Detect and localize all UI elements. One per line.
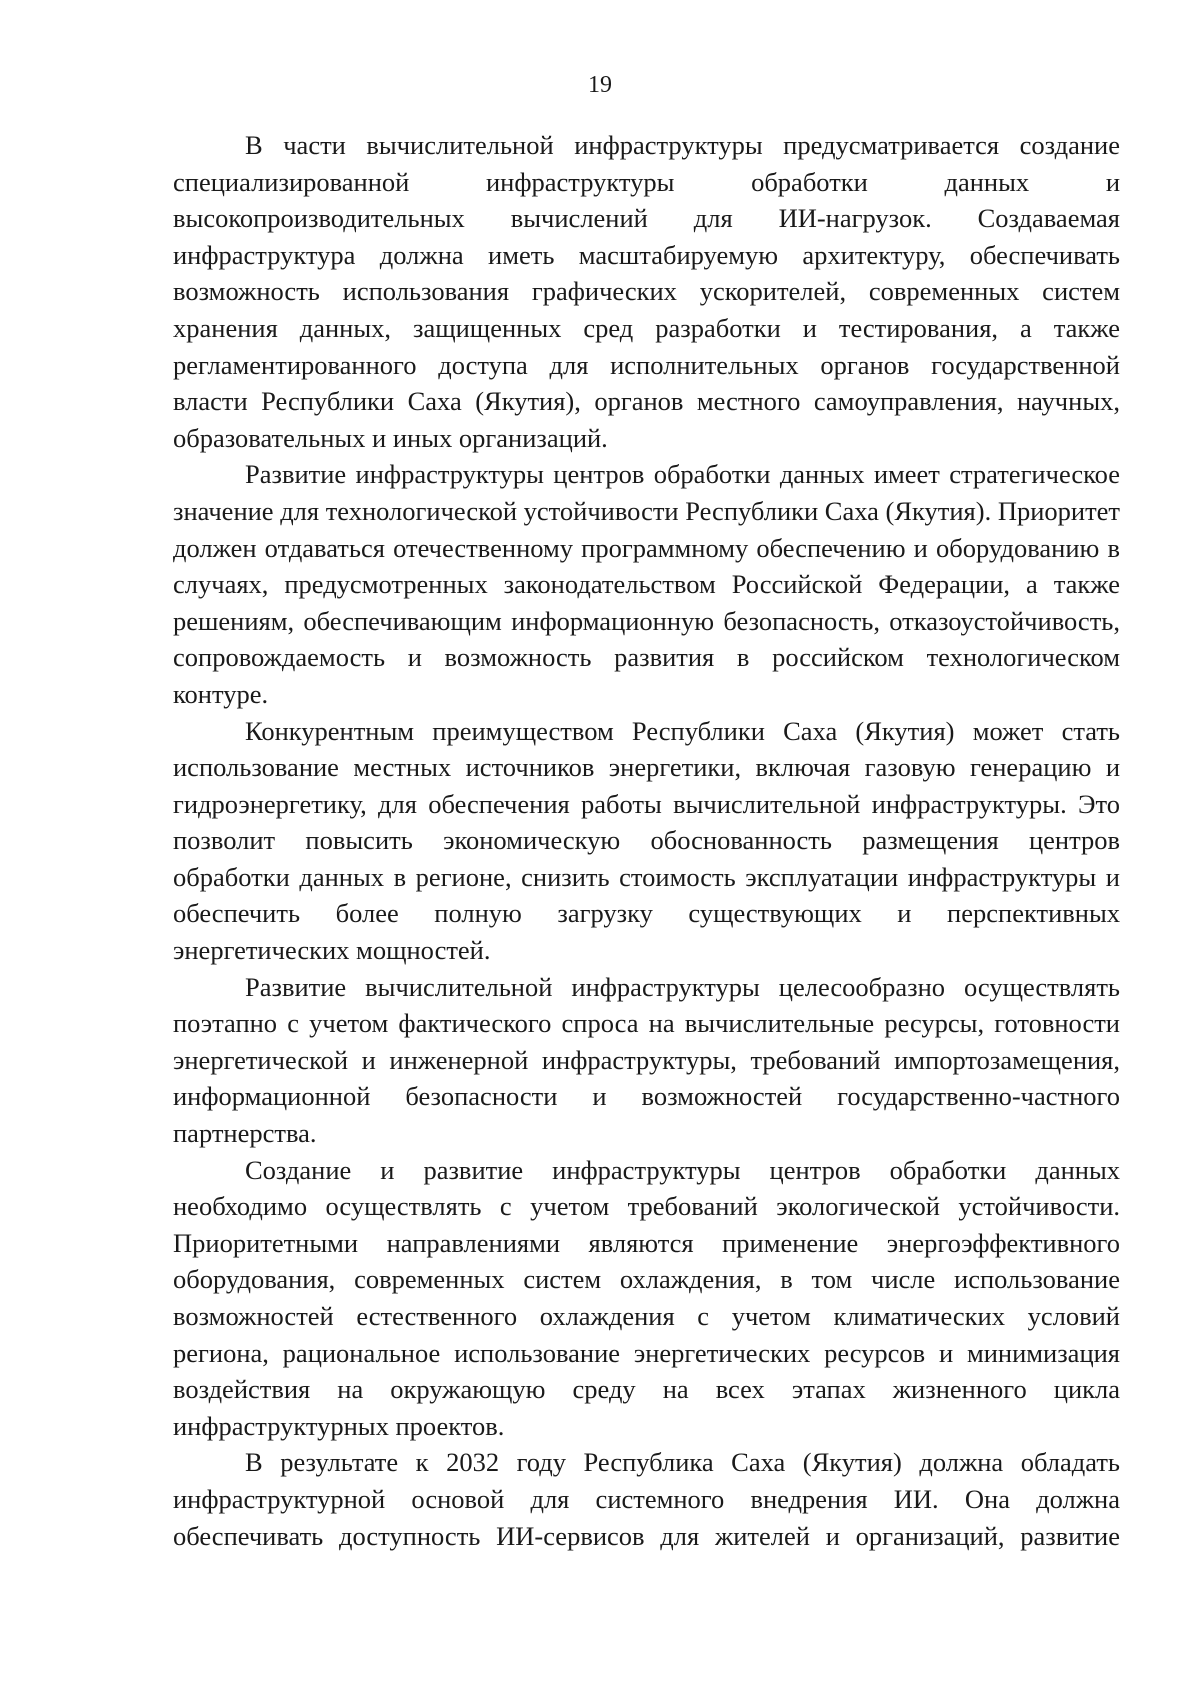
paragraph-results-2032: В результате к 2032 году Республика Саха (Якутия) должна обладать инфраструктурной основой для системного внедрения ИИ. Она должна обеспечивать доступность ИИ-сервисов для жителей и организаций, развитие xyxy=(173,1447,1120,1551)
paragraph-environmental-sustainability: Создание и развитие инфраструктуры центров обработки данных необходимо осуществлять с учетом требований экологической устойчивости. Приоритетными направлениями являются применение энергоэффективного оборудования, современных систем охлаждения, в том числе использование возможностей естественного охлаждения с учетом климатических условий региона, рациональное использование энергетических ресурсов и минимизация воздействия на окружающую среду на всех этапах жизненного цикла инфраструктурных проектов. xyxy=(173,1154,1120,1441)
paragraph-local-energy-advantage: Конкурентным преимуществом Республики Саха (Якутия) может стать использование местных источников энергетики, включая газовую генерацию и гидроэнергетику, для обеспечения работы вычислительной инфраструктуры. Это позволит повысить экономическую обоснованность размещения центров обработки данных в регионе, снизить стоимость эксплуатации инфраструктуры и обеспечить более полную загрузку существующих и перспективных энергетических мощностей. xyxy=(173,715,1120,966)
document-body xyxy=(173,127,1120,1554)
page-number: 19 xyxy=(588,72,612,98)
paragraph-computing-infrastructure: В части вычислительной инфраструктуры предусматривается создание специализированной инфраструктуры обработки данных и высокопроизводительных вычислений для ИИ-нагрузок. Создаваемая инфраструктура должна иметь масштабируемую архитектуру, обеспечивать возможность использования графических ускорителей, современных систем хранения данных, защищенных сред разработки и тестирования, а также регламентированного доступа для исполнительных органов государственной власти Республики Саха (Якутия), органов местного самоуправления, научных, образовательных и иных организаций. xyxy=(173,130,1120,453)
paragraph-phased-development: Развитие вычислительной инфраструктуры целесообразно осуществлять поэтапно с учетом фактического спроса на вычислительные ресурсы, готовности энергетической и инженерной инфраструктуры, требований импортозамещения, информационной безопасности и возможностей государственно-частного партнерства. xyxy=(173,971,1120,1149)
paragraph-data-centers-strategy: Развитие инфраструктуры центров обработки данных имеет стратегическое значение для технологической устойчивости Республики Саха (Якутия). Приоритет должен отдаваться отечественному программному обеспечению и оборудованию в случаях, предусмотренных законодательством Российской Федерации, а также решениям, обеспечивающим информационную безопасность, отказоустойчивость, сопровождаемость и возможность развития в российском технологическом контуре. xyxy=(173,459,1120,709)
